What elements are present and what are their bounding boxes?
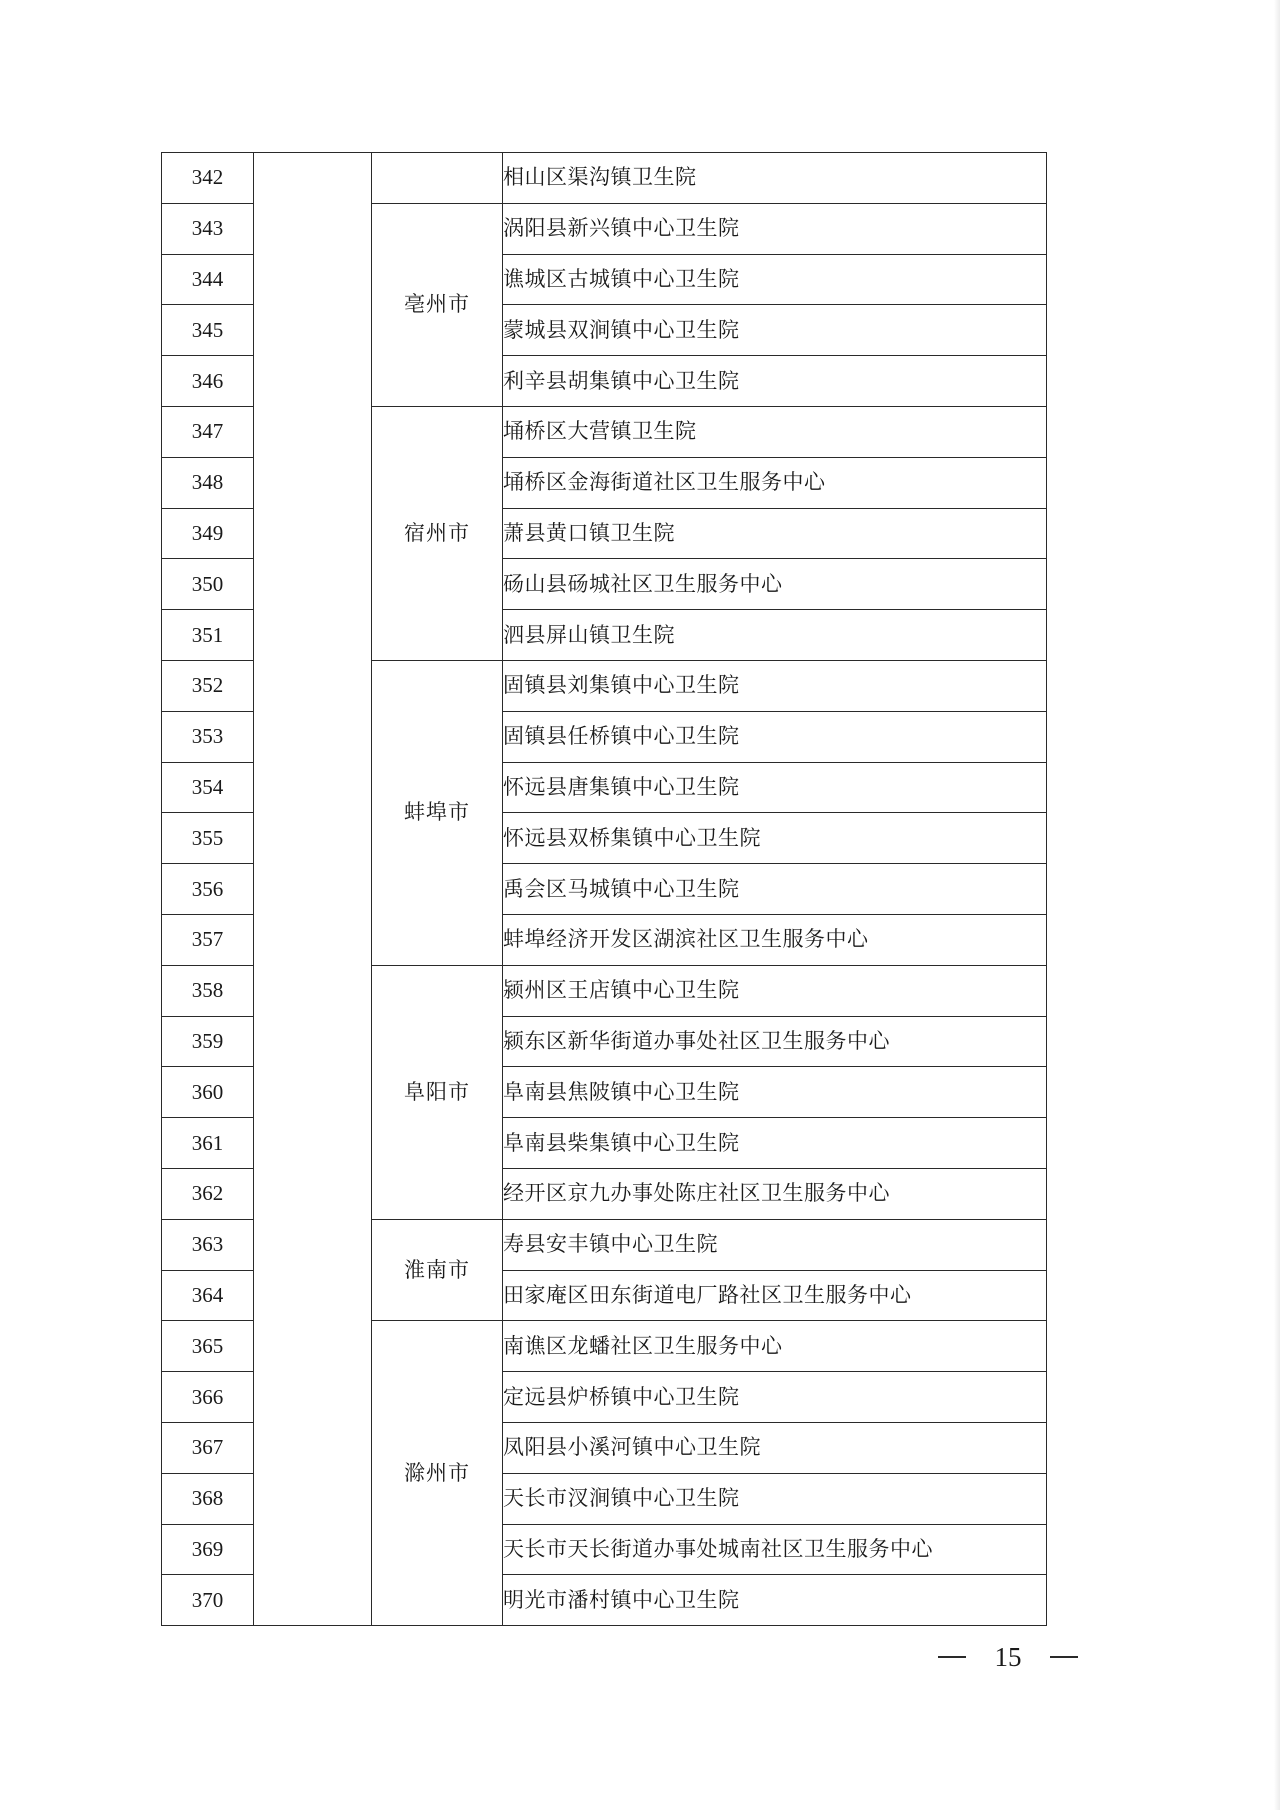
institution-name: 泗县屏山镇卫生院 <box>503 610 1047 661</box>
row-number: 353 <box>162 711 254 762</box>
row-number: 348 <box>162 457 254 508</box>
institution-name: 埇桥区大营镇卫生院 <box>503 406 1047 457</box>
institution-name: 天长市汊涧镇中心卫生院 <box>503 1473 1047 1524</box>
city-cell-empty <box>372 153 503 204</box>
institution-name: 寿县安丰镇中心卫生院 <box>503 1219 1047 1270</box>
institution-name: 蚌埠经济开发区湖滨社区卫生服务中心 <box>503 914 1047 965</box>
institution-name: 南谯区龙蟠社区卫生服务中心 <box>503 1321 1047 1372</box>
page-number: 15 <box>994 1641 1022 1672</box>
city-cell-fuyang: 阜阳市 <box>372 965 503 1219</box>
row-number: 359 <box>162 1016 254 1067</box>
row-number: 349 <box>162 508 254 559</box>
institution-name: 天长市天长街道办事处城南社区卫生服务中心 <box>503 1524 1047 1575</box>
row-number: 351 <box>162 610 254 661</box>
institution-name: 利辛县胡集镇中心卫生院 <box>503 356 1047 407</box>
institution-name: 谯城区古城镇中心卫生院 <box>503 254 1047 305</box>
row-number: 352 <box>162 660 254 711</box>
institution-name: 定远县炉桥镇中心卫生院 <box>503 1372 1047 1423</box>
institution-name: 怀远县唐集镇中心卫生院 <box>503 762 1047 813</box>
row-number: 364 <box>162 1270 254 1321</box>
institution-name: 凤阳县小溪河镇中心卫生院 <box>503 1422 1047 1473</box>
table-row <box>162 153 1047 204</box>
city-cell-bengbu: 蚌埠市 <box>372 660 503 965</box>
institution-name: 阜南县焦陂镇中心卫生院 <box>503 1067 1047 1118</box>
row-number: 361 <box>162 1118 254 1169</box>
footer-dash-left <box>938 1656 966 1658</box>
institution-name: 怀远县双桥集镇中心卫生院 <box>503 813 1047 864</box>
institution-name: 涡阳县新兴镇中心卫生院 <box>503 203 1047 254</box>
footer-dash-right <box>1050 1656 1078 1658</box>
row-number: 363 <box>162 1219 254 1270</box>
province-cell <box>254 153 372 1626</box>
row-number: 343 <box>162 203 254 254</box>
city-cell-suzhou: 宿州市 <box>372 406 503 660</box>
city-cell-bozhou: 亳州市 <box>372 203 503 406</box>
city-cell-huainan: 淮南市 <box>372 1219 503 1321</box>
institution-name: 禹会区马城镇中心卫生院 <box>503 864 1047 915</box>
row-number: 354 <box>162 762 254 813</box>
page-footer <box>938 1642 1078 1672</box>
row-number: 347 <box>162 406 254 457</box>
row-number: 356 <box>162 864 254 915</box>
institution-name: 明光市潘村镇中心卫生院 <box>503 1575 1047 1626</box>
row-number: 367 <box>162 1422 254 1473</box>
institution-name: 颍州区王店镇中心卫生院 <box>503 965 1047 1016</box>
institution-name: 砀山县砀城社区卫生服务中心 <box>503 559 1047 610</box>
institution-name: 固镇县刘集镇中心卫生院 <box>503 660 1047 711</box>
row-number: 362 <box>162 1168 254 1219</box>
row-number: 368 <box>162 1473 254 1524</box>
row-number: 358 <box>162 965 254 1016</box>
institution-name: 萧县黄口镇卫生院 <box>503 508 1047 559</box>
institution-name: 固镇县任桥镇中心卫生院 <box>503 711 1047 762</box>
row-number: 365 <box>162 1321 254 1372</box>
row-number: 355 <box>162 813 254 864</box>
row-number: 350 <box>162 559 254 610</box>
institution-name: 田家庵区田东街道电厂路社区卫生服务中心 <box>503 1270 1047 1321</box>
row-number: 370 <box>162 1575 254 1626</box>
institution-table <box>161 152 1047 1626</box>
institution-name: 阜南县柴集镇中心卫生院 <box>503 1118 1047 1169</box>
institution-name: 相山区渠沟镇卫生院 <box>503 153 1047 204</box>
institution-name: 颍东区新华街道办事处社区卫生服务中心 <box>503 1016 1047 1067</box>
row-number: 366 <box>162 1372 254 1423</box>
institution-name: 蒙城县双涧镇中心卫生院 <box>503 305 1047 356</box>
institution-name: 经开区京九办事处陈庄社区卫生服务中心 <box>503 1168 1047 1219</box>
city-cell-chuzhou: 滁州市 <box>372 1321 503 1626</box>
row-number: 346 <box>162 356 254 407</box>
institution-name: 埇桥区金海街道社区卫生服务中心 <box>503 457 1047 508</box>
scan-edge-shadow <box>1274 0 1280 1810</box>
row-number: 369 <box>162 1524 254 1575</box>
row-number: 344 <box>162 254 254 305</box>
row-number: 357 <box>162 914 254 965</box>
row-number: 360 <box>162 1067 254 1118</box>
row-number: 345 <box>162 305 254 356</box>
row-number: 342 <box>162 153 254 204</box>
